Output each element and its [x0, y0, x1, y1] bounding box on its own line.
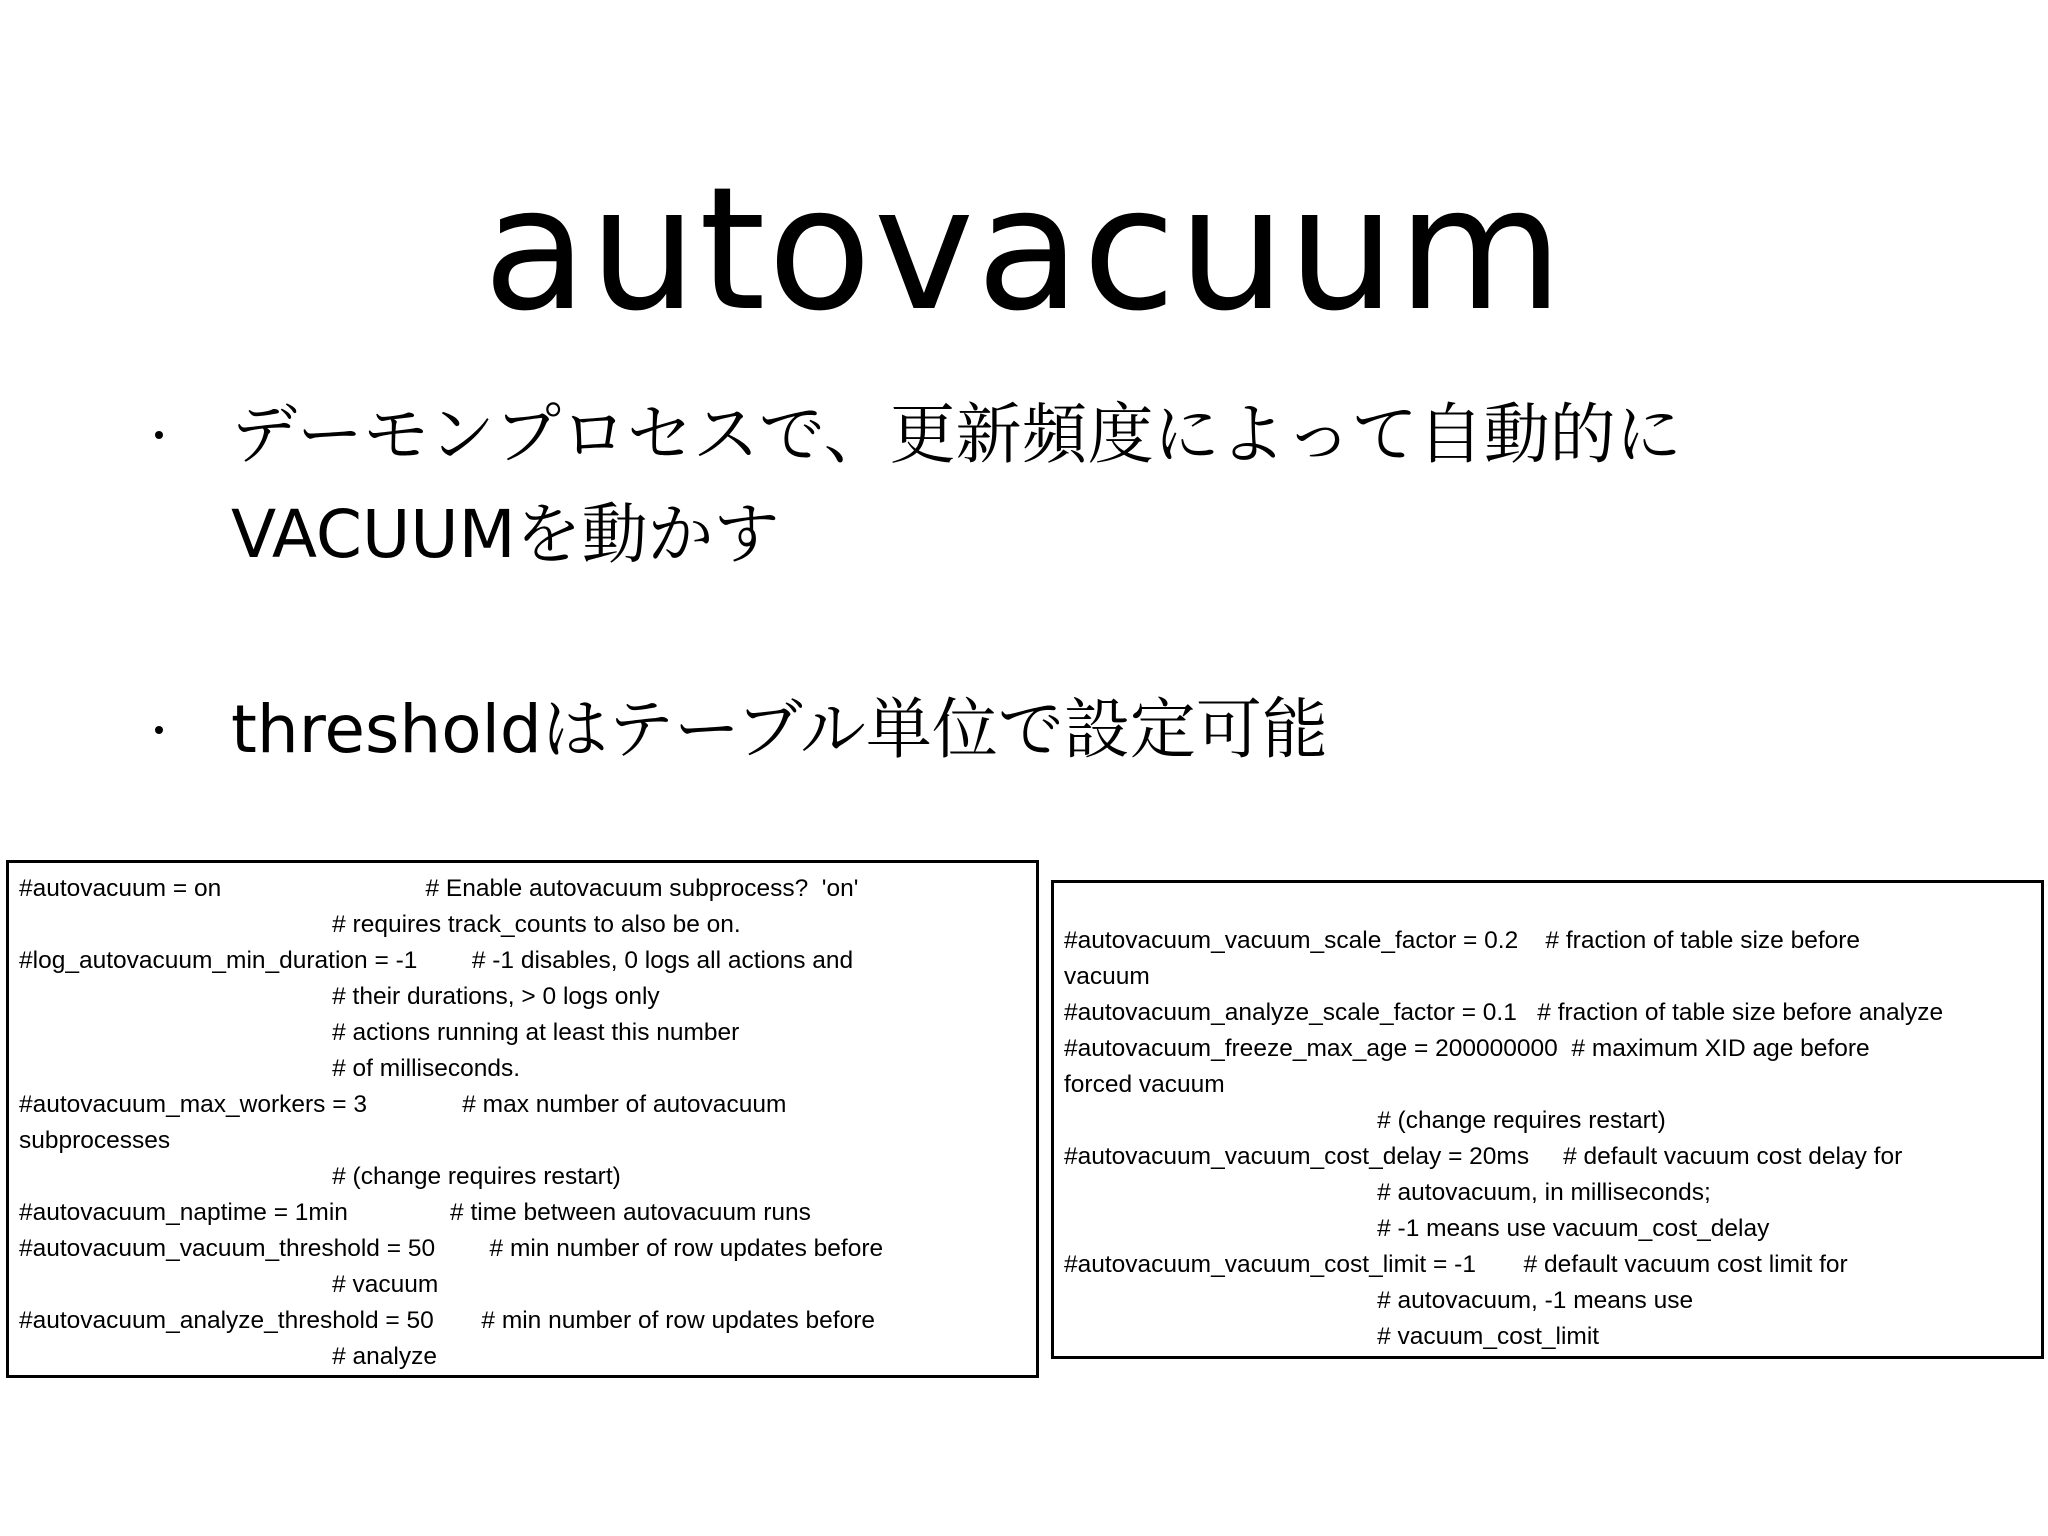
config-line: #autovacuum_vacuum_cost_limit = -1 # default vacuum cost limit for: [1064, 1251, 1848, 1278]
config-line: #log_autovacuum_min_duration = -1 # -1 disables, 0 logs all actions and: [19, 947, 854, 974]
bullet-line: thresholdはテーブル単位で設定可能: [231, 691, 1328, 768]
config-line: # actions running at least this number: [19, 1019, 740, 1046]
config-line: #autovacuum_naptime = 1min # time between autovacuum runs: [19, 1199, 811, 1226]
config-line: #autovacuum_vacuum_threshold = 50 # min number of row updates before: [19, 1235, 884, 1262]
config-line: #autovacuum_freeze_max_age = 200000000 # maximum XID age before: [1064, 1035, 1870, 1062]
config-box-left: [6, 860, 1039, 1378]
config-line: #autovacuum_vacuum_scale_factor = 0.2 # fraction of table size before: [1064, 927, 1861, 954]
config-line: # autovacuum, -1 means use: [1064, 1287, 1694, 1314]
config-line: # analyze: [19, 1343, 437, 1370]
bullet-dot-icon: [155, 431, 163, 439]
config-line: #autovacuum = on # Enable autovacuum subprocess? 'on': [19, 875, 859, 902]
config-line: # of milliseconds.: [19, 1055, 521, 1082]
config-line: #autovacuum_analyze_threshold = 50 # min number of row updates before: [19, 1307, 875, 1334]
bullet-line: VACUUMを動かす: [231, 496, 780, 573]
config-line: # autovacuum, in milliseconds;: [1064, 1179, 1711, 1206]
config-line: vacuum: [1064, 963, 1150, 990]
config-box-right: [1051, 880, 2044, 1359]
config-line: # (change requires restart): [19, 1163, 621, 1190]
config-line: # requires track_counts to also be on.: [19, 911, 741, 938]
bullet-item-threshold: [155, 680, 1855, 780]
config-line: # (change requires restart): [1064, 1107, 1666, 1134]
config-line: subprocesses: [19, 1127, 171, 1154]
config-line: # vacuum_cost_limit: [1064, 1323, 1600, 1350]
bullet-item-daemon: [155, 385, 1855, 585]
config-line: # vacuum: [19, 1271, 439, 1298]
config-line: # their durations, > 0 logs only: [19, 983, 660, 1010]
config-line: forced vacuum: [1064, 1071, 1225, 1098]
config-line: #autovacuum_vacuum_cost_delay = 20ms # default vacuum cost delay for: [1064, 1143, 1903, 1170]
config-line: #autovacuum_analyze_scale_factor = 0.1 # fraction of table size before analyze: [1064, 999, 1944, 1026]
bullet-dot-icon: [155, 726, 163, 734]
config-line: #autovacuum_max_workers = 3 # max number of autovacuum: [19, 1091, 787, 1118]
slide-title: autovacuum: [483, 151, 1565, 349]
bullet-list: [155, 385, 1855, 780]
bullet-line: デーモンプロセスで、更新頻度によって自動的に: [231, 396, 1682, 473]
config-line: # -1 means use vacuum_cost_delay: [1064, 1215, 1770, 1242]
